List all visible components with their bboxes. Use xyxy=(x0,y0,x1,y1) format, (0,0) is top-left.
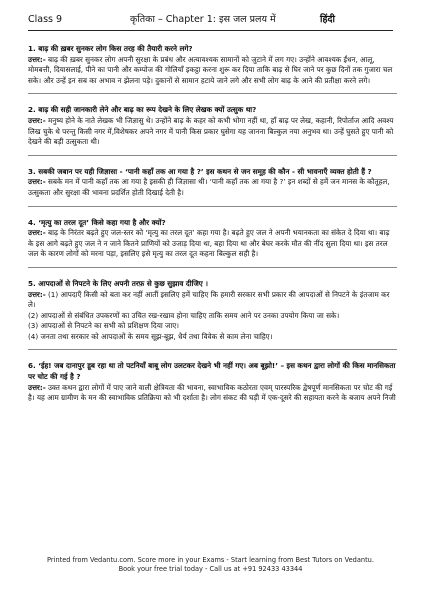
answer-label: उत्तर:- xyxy=(28,289,46,299)
footer-contact-line: Book your free trial today - Call us at +91 92433 43344 xyxy=(118,565,303,573)
answer-text: मनुष्य होने के नाते लेखक भी जिज्ञासु थे। उन्होंने बाढ़ के कहर को कभी भोगा नहीं था, हाँ बाढ़ पर लेख, कहानी, रिपोर्ताज आदि अवश्य लिख चुके थे परन्तु किसी नगर में,विशेषकर अपने नगर में पानी किस प्रकार घुसेगा यह जानना बिल्कुल नया अनुभव था। उन्हें घुसते हुए पानी को देखने की बड़ी उत्सुकता थी। xyxy=(28,115,394,147)
qa-item-5 xyxy=(28,279,397,343)
answer-2 xyxy=(28,116,397,148)
question-2: 2. बाढ़ की सही जानकारी लेने और बाढ़ का रूप देखने के लिए लेखक क्यों उत्सुक था? xyxy=(28,105,257,115)
answer-label: उत्तर:- xyxy=(28,228,46,238)
answer-point: (3) आपदाओं से निपटने का सभी को प्रशिक्षण दिया जाए। xyxy=(28,321,179,331)
header-divider xyxy=(28,30,393,31)
question-divider xyxy=(28,349,397,350)
page-header xyxy=(28,12,393,28)
question-5: 5. आपदाओं से निपटने के लिए अपनी तरफ़ से कुछ सुझाव दीजिए । xyxy=(28,278,208,288)
answer-text: उक्त कथन द्वारा लोगों में पाए जाने वाली क्षेत्रियता की भावना, स्वाभाविक कठोरता एवम् पारस्परिक द्वेषपूर्ण मानसिकता पर चोट की गई है। यह आम ग्रामीण के मन की स्वाभाविक प्रतिक्रिया को भी दर्शाता है। लोग संकट की घड़ी में एक-दूसरे की सहायता करने के बजाय अपने निजी xyxy=(28,382,396,403)
page-footer xyxy=(0,556,421,574)
answer-point: (2) आपदाओं से संबंधित उपकरणों का उचित रख-रखाव होना चाहिए ताकि समय आने पर उनका उपयोग किया जा सके। xyxy=(28,310,340,320)
question-divider xyxy=(28,267,397,268)
qa-item-3 xyxy=(28,167,397,199)
question-divider xyxy=(28,93,397,94)
answer-label: उत्तर:- xyxy=(28,54,46,64)
answer-text: बाढ़ की ख़बर सुनकर लोग अपनी सुरक्षा के प्रबंध और अत्यावश्यक सामानों को जुटाने में लग गए। उन्होंने आवश्यक ईंधन, आलू, मोमबत्ती, दियासलाई, पीने का पानी और कम्पोज की गोलियाँ इकट्ठा करना शुरू कर दिया ताकि बाढ़ से घिर जाने पर कुछ दिनों तक गुजारा चल सके। और उन्हें इन सब का अभाव न झेलना पड़े। दुकानों से सामान हटाये जाने लगे और सभी लोग बाढ़ के आने की प्रतीक्षा करने लगे। xyxy=(28,54,393,85)
question-3: 3. सबकी जबान पर यही जिज्ञासा - ‘पानी कहाँ तक आ गया है ?’ इस कथन से जन समूह की कौन - सी भावनाएँ व्यक्त होती हैं ? xyxy=(28,166,372,176)
answer-label: उत्तर:- xyxy=(28,115,46,125)
qa-item-4 xyxy=(28,218,397,260)
footer-promo-line: Printed from Vedantu.com. Score more in your Exams - Start learning from Best Tutors on Vedantu. xyxy=(47,556,374,564)
subject-label: हिंदी xyxy=(319,14,335,25)
question-6: 6. ‘ईह! जब दानापुर डूब रहा था तो पटनियाँ बाबू लोग उलटकर देखने भी नहीं गए। अब बूझो!’ – इस कथन द्वारा लोगों की किस मानसिकता पर चोट की गई है ? xyxy=(28,361,396,382)
answer-1 xyxy=(28,55,397,87)
answer-3 xyxy=(28,177,397,198)
answer-6 xyxy=(28,383,397,404)
class-label: Class 9 xyxy=(28,14,63,25)
answer-text: बाढ़ के निरंतर बढ़ते हुए जल-स्तर को ‘मृत्यु का तरल दूत’ कहा गया है। बढ़ते हुए जल ने अपनी भयानकता का संकेत दे दिया था। बाढ़ के इस आगे बढ़ते हुए जल ने न जाने कितने प्राणियों को उजाड़ दिया था, बहा दिया था और बेघर करके मौत की नींद सुला दिया था। इस तरल जल के कारण लोगों को मरना पड़ा, इसलिए इसे मृत्यु का तरल दूत कहना बिल्कुल सही है। xyxy=(28,228,390,259)
chapter-title: कृतिका – Chapter 1: इस जल प्रलय में xyxy=(130,14,276,25)
answer-label: उत्तर:- xyxy=(28,177,46,187)
question-divider xyxy=(28,155,397,156)
answer-4 xyxy=(28,228,397,260)
answer-point: (1) आपदाएँ किसी को बता कर नहीं आतीं इसलिए हमें चाहिए कि हमारी सरकार सभी प्रकार की आपदाओं से निपटने के इंतजाम कर ले। xyxy=(28,289,390,310)
qa-item-1 xyxy=(28,44,397,86)
answer-label: उत्तर:- xyxy=(28,382,46,392)
qa-list xyxy=(28,44,397,404)
question-divider xyxy=(28,206,397,207)
answer-5 xyxy=(28,290,397,311)
question-1: 1. बाढ़ की ख़बर सुनकर लोग किस तरह की तैयारी करने लगे? xyxy=(28,44,193,53)
answer-point: (4) जनता तथा सरकार को आपदाओं के समय सूझ-बूझ, धैर्य तथा विवेक से काम लेना चाहिए। xyxy=(28,331,273,341)
answer-text: सबके मन में पानी कहाँ तक आ गया है इसकी ही जिज्ञासा थी। ‘पानी कहाँ तक आ गया है ?’ इन शब्दों से हमें जन मानस के कौतूहल, उत्सुकता और सुरक्षा की भावना प्रदर्शित होती दिखाई देती है। xyxy=(28,177,390,197)
qa-item-2 xyxy=(28,105,397,147)
question-4: 4. ‘मृत्यु का तरल दूत’ किसे कहा गया है और क्यों? xyxy=(28,217,166,227)
qa-item-6 xyxy=(28,361,397,403)
